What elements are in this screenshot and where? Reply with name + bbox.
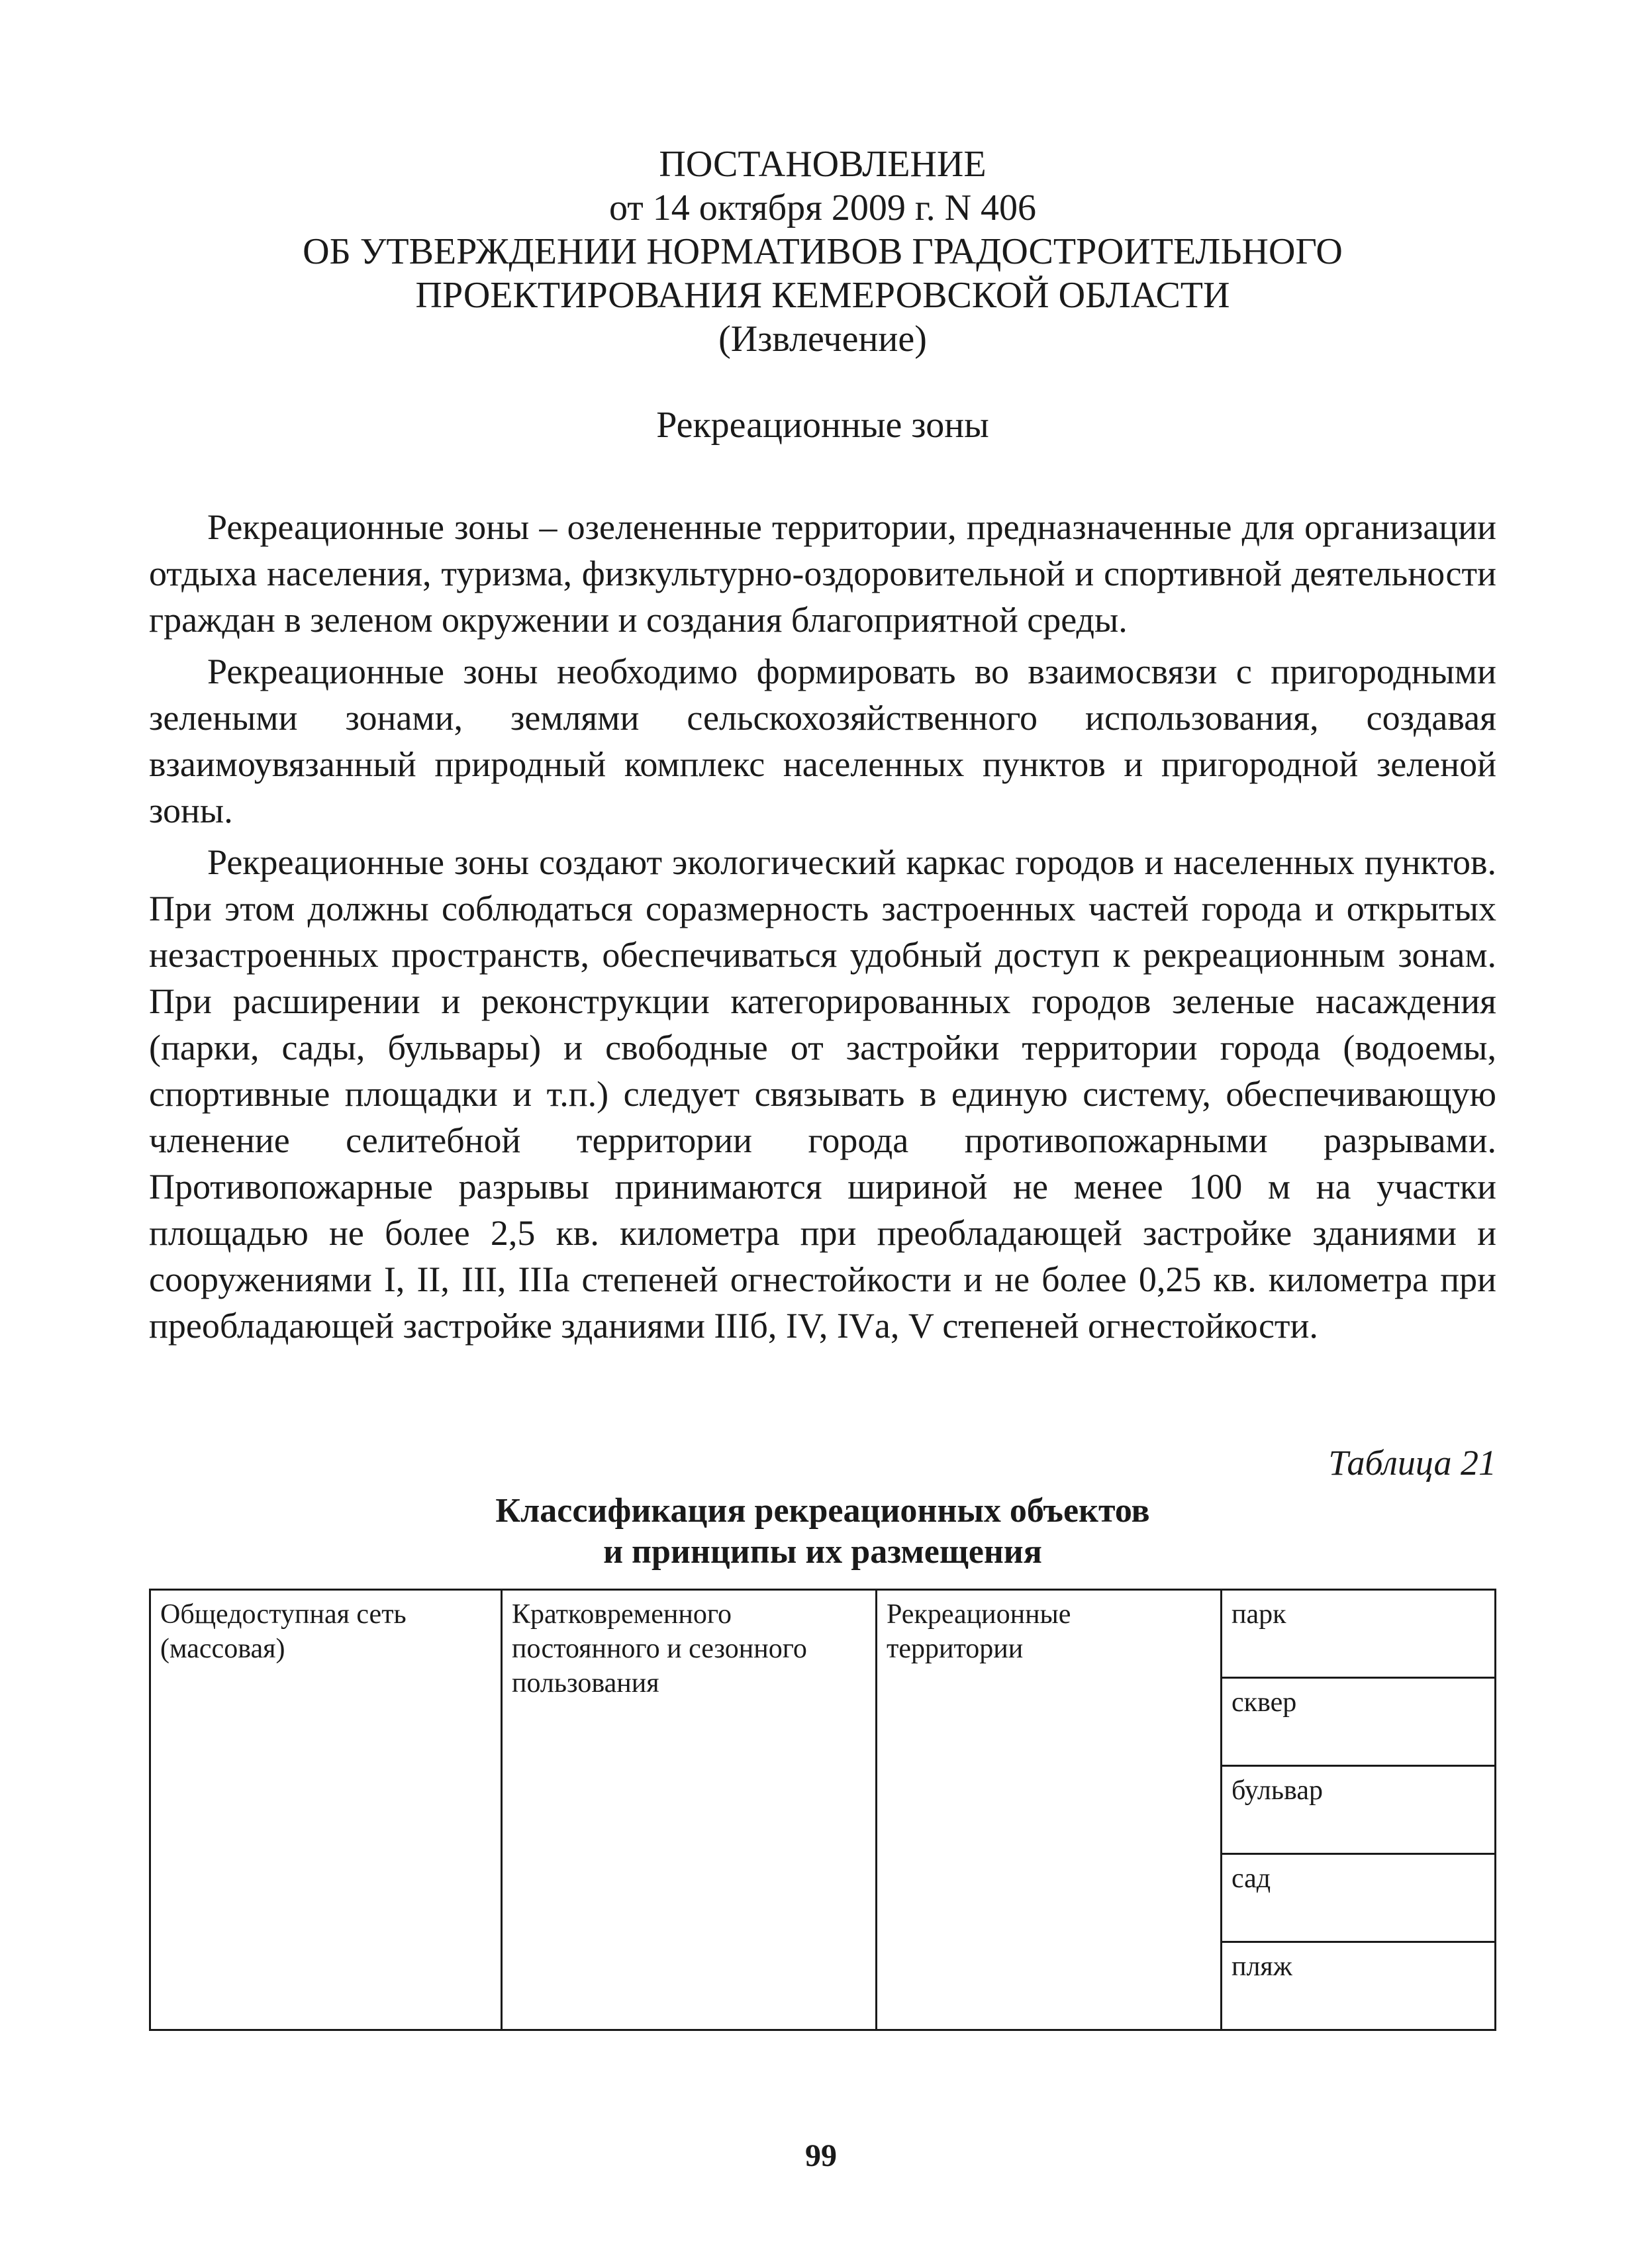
table-cell-item: сад xyxy=(1222,1854,1496,1942)
paragraph-3: Рекреационные зоны создают экологический каркас городов и населенных пунктов. При этом должны соблюдаться соразмерность застроенных частей города и открытых незастроенных пространств, обеспечиваться удобный доступ к рекреационным зонам. При расширении и реконструкции категорированных городов зеленые насаждения (парки, сады, бульвары) и свободные от застройки территории города (водоемы, спортивные площадки и т.п.) следует связывать в единую систему, обеспечивающую членение селитебной территории города противопожарными разрывами. Противопожарные разрывы принимаются шириной не менее 100 м на участки площадью не более 2,5 кв. километра при преобладающей застройке зданиями и сооружениями I, II, III, IIIа степеней огнестойкости и не более 0,25 кв. километра при преобладающей застройке зданиями IIIб, IV, IVа, V степеней огнестойкости. xyxy=(149,842,1496,1346)
table-caption: Таблица 21 xyxy=(1328,1443,1496,1483)
section-title: Рекреационные зоны xyxy=(656,405,989,446)
page xyxy=(149,142,1496,2031)
classification-table xyxy=(149,1589,1496,2031)
table-row xyxy=(150,1590,1496,1678)
document-heading xyxy=(149,142,1496,361)
table-title-line2: и принципы их размещения xyxy=(603,1533,1042,1571)
heading-title-line2: ПРОЕКТИРОВАНИЯ КЕМЕРОВСКОЙ ОБЛАСТИ xyxy=(415,275,1230,316)
table-cell-usage: Кратковременного постоянного и сезонного пользования xyxy=(502,1590,877,2030)
table-title-line1: Классификация рекреационных объектов xyxy=(495,1492,1150,1530)
page-number: 99 xyxy=(805,2138,837,2173)
paragraph-1: Рекреационные зоны – озелененные территории, предназначенные для организации отдыха населения, туризма, физкультурно-оздоровительной и спортивной деятельности граждан в зеленом окружении и создания благоприятной среды. xyxy=(149,507,1496,640)
table-cell-item: сквер xyxy=(1222,1678,1496,1766)
heading-extract: (Извлечение) xyxy=(718,319,927,360)
paragraph-2: Рекреационные зоны необходимо формировать во взаимосвязи с пригородными зелеными зонами, землями сельскохозяйственного использования, создавая взаимоувязанный природный комплекс населенных пунктов и пригородной зеленой зоны. xyxy=(149,652,1496,830)
heading-title-line1: ОБ УТВЕРЖДЕНИИ НОРМАТИВОВ ГРАДОСТРОИТЕЛЬНОГО xyxy=(303,231,1343,272)
table-cell-item: пляж xyxy=(1222,1942,1496,2030)
table-cell-item: бульвар xyxy=(1222,1766,1496,1854)
table-title xyxy=(149,1491,1496,1573)
heading-date: от 14 октября 2009 г. N 406 xyxy=(608,187,1037,228)
body-text xyxy=(149,504,1496,1349)
heading-decree: ПОСТАНОВЛЕНИЕ xyxy=(659,144,987,185)
table-cell-network: Общедоступная сеть (массовая) xyxy=(150,1590,502,2030)
table-cell-territories: Рекреационные территории xyxy=(877,1590,1222,2030)
table-cell-item: парк xyxy=(1222,1590,1496,1678)
